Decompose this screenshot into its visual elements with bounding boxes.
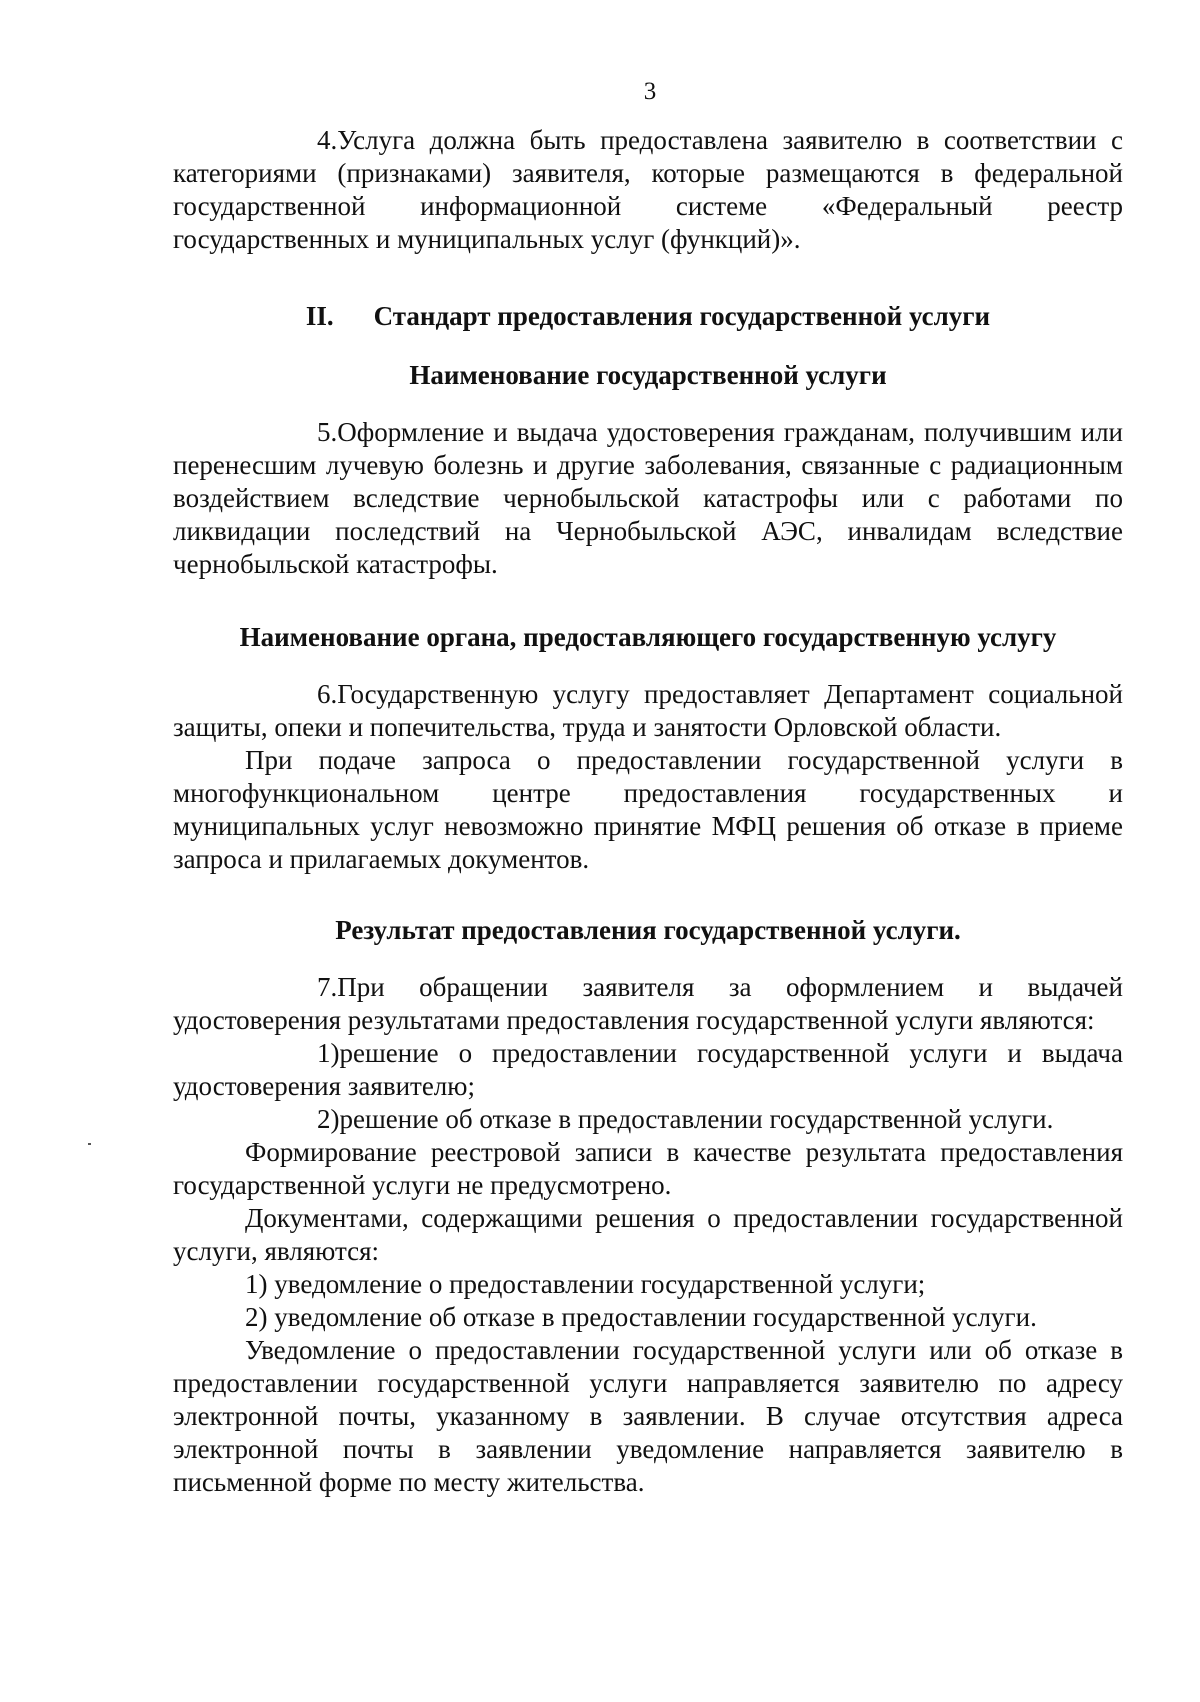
result-item-2: [173, 1103, 1123, 1136]
item-number: 1): [317, 1038, 340, 1068]
page-content: [173, 124, 1123, 1499]
paragraph-number: 6.: [317, 679, 338, 709]
paragraph-4: [173, 124, 1123, 256]
scan-speck: [88, 1143, 91, 1145]
document-item-2: 2) уведомление об отказе в предоставлении государственной услуги.: [245, 1302, 1037, 1332]
paragraph-number: 4.: [317, 125, 338, 155]
paragraph-number: 5.: [317, 417, 338, 447]
heading-service-organ: Наименование органа, предоставляющего государственную услугу: [239, 622, 1057, 652]
item-text: решение о предоставлении государственной услуги и выдача удостоверения заявителю;: [173, 1038, 1123, 1101]
heading-service-result: Результат предоставления государственной услуги.: [335, 915, 961, 945]
paragraph-documents: Документами, содержащими решения о предоставлении государственной услуги, являются:: [173, 1203, 1123, 1266]
paragraph-7: [173, 971, 1123, 1037]
section-number: II.: [305, 301, 334, 331]
item-text: решение об отказе в предоставлении государственной услуги.: [339, 1104, 1054, 1134]
item-number: 2): [317, 1104, 340, 1134]
section-title-text: Стандарт предоставления государственной услуги: [373, 301, 991, 331]
paragraph-text: Государственную услугу предоставляет Департамент социальной защиты, опеки и попечительства, труда и занятости Орловской области.: [173, 679, 1123, 742]
heading-service-name: Наименование государственной услуги: [409, 360, 887, 390]
paragraph-5: [173, 416, 1123, 581]
section-title: [173, 300, 1123, 333]
paragraph-6-mfc: При подаче запроса о предоставлении государственной услуги в многофункциональном центре предоставления государственных и муниципальных услуг невозможно принятие МФЦ решения об отказе в приеме запроса и прилагаемых документов.: [173, 745, 1123, 874]
page-number: 3: [643, 78, 657, 105]
document-item-1: 1) уведомление о предоставлении государственной услуги;: [245, 1269, 926, 1299]
paragraph-text: При обращении заявителя за оформлением и выдачей удостоверения результатами предоставления государственной услуги являются:: [173, 972, 1123, 1035]
paragraph-number: 7.: [317, 972, 338, 1002]
paragraph-6: [173, 678, 1123, 744]
paragraph-notice: Уведомление о предоставлении государственной услуги или об отказе в предоставлении государственной услуги направляется заявителю по адресу электронной почты, указанному в заявлении. В случае отсутствия адреса электронной почты в заявлении уведомление направляется заявителю в письменной форме по месту жительства.: [173, 1335, 1123, 1497]
paragraph-text: Оформление и выдача удостоверения гражданам, получившим или перенесшим лучевую болезнь и другие заболевания, связанные с радиационным воздействием вследствие чернобыльской катастрофы или с работами по ликвидации последствий на Чернобыльской АЭС, инвалидам вследствие чернобыльской катастрофы.: [173, 417, 1123, 579]
paragraph-text: Услуга должна быть предоставлена заявителю в соответствии с категориями (признаками) заявителя, которые размещаются в федеральной государственной информационной системе «Федеральный реестр государственных и муниципальных услуг (функций)».: [173, 125, 1123, 254]
result-item-1: [173, 1037, 1123, 1103]
paragraph-registry: Формирование реестровой записи в качестве результата предоставления государственной услуги не предусмотрено.: [173, 1137, 1123, 1200]
